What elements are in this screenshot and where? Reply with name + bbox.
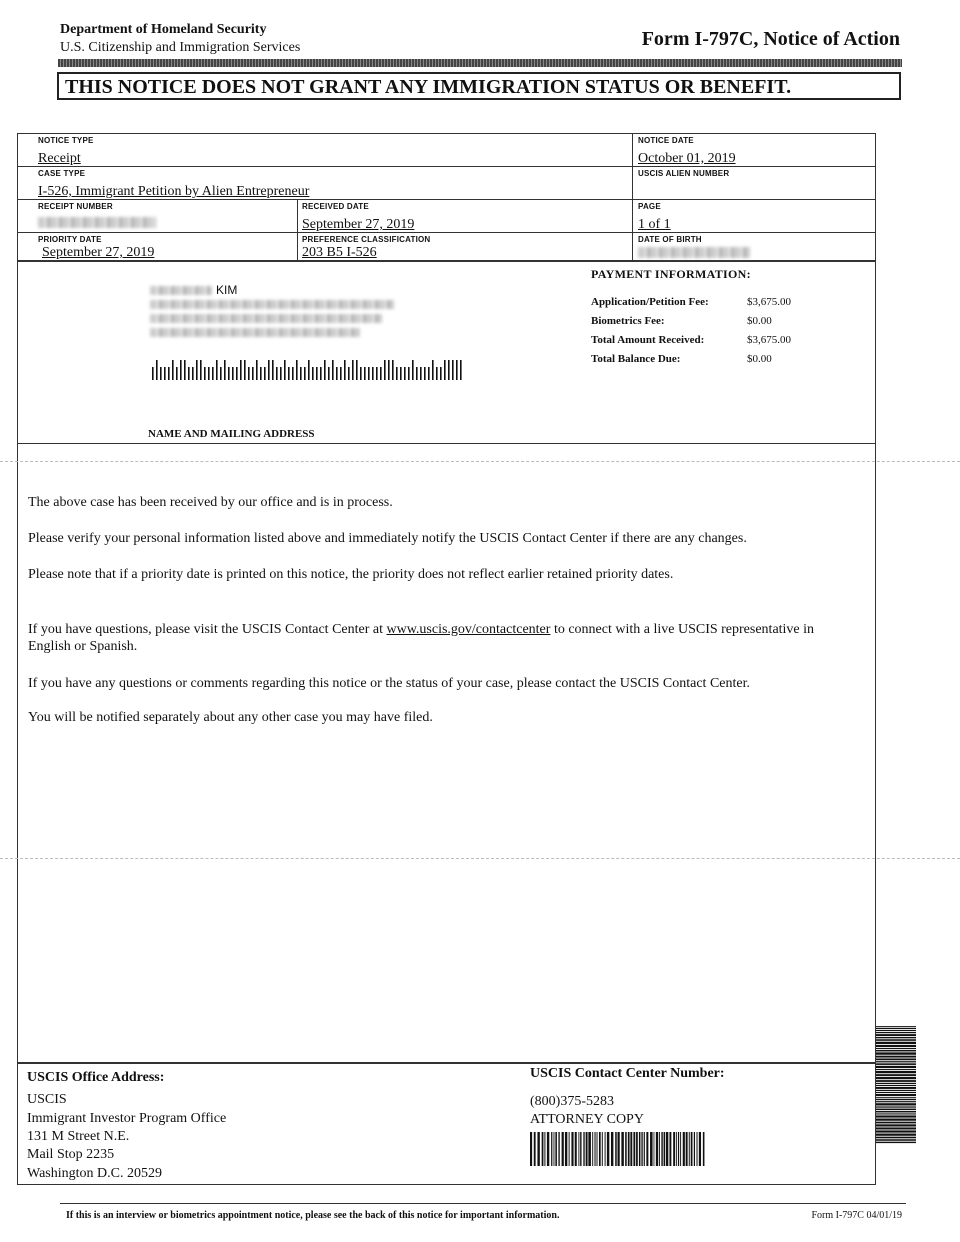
- barcode-bar: [703, 1132, 705, 1166]
- barcode-bar: [876, 1127, 916, 1129]
- redacted-first-name: [150, 286, 212, 295]
- barcode-bar: [404, 367, 406, 380]
- barcode-bar: [562, 1132, 564, 1166]
- payment-row-label: Total Amount Received:: [591, 334, 705, 346]
- payment-row-amount: $3,675.00: [747, 296, 791, 308]
- barcode-bar: [630, 1132, 632, 1166]
- attorney-copy-label: ATTORNEY COPY: [530, 1112, 644, 1127]
- barcode-bar: [599, 1132, 601, 1166]
- barcode-bar: [597, 1132, 598, 1166]
- barcode-bar: [876, 1071, 916, 1073]
- footer-rule: [60, 1203, 906, 1204]
- body-text: to connect with a live USCIS representative in English or Spanish.: [28, 622, 815, 654]
- page-value: 1 of 1: [638, 217, 671, 232]
- office-address-line: Mail Stop 2235: [27, 1147, 115, 1162]
- barcode-bar: [876, 1066, 916, 1068]
- received-date-value: September 27, 2019: [302, 217, 415, 232]
- barcode-bar: [328, 367, 330, 380]
- barcode-bar: [220, 367, 222, 380]
- receipt-number-label: RECEIPT NUMBER: [38, 202, 113, 211]
- barcode-bar: [352, 360, 354, 380]
- divider: [17, 443, 876, 444]
- barcode-bar: [669, 1132, 671, 1166]
- barcode-bar: [188, 367, 190, 380]
- mailing-address-label: NAME AND MAILING ADDRESS: [148, 428, 315, 440]
- barcode-bar: [551, 1132, 552, 1166]
- barcode-bar: [639, 1132, 641, 1166]
- barcode-bar: [876, 1139, 916, 1141]
- dob-label: DATE OF BIRTH: [638, 235, 702, 244]
- barcode-bar: [876, 1111, 916, 1112]
- barcode-bar: [204, 367, 206, 380]
- barcode-bar: [224, 360, 226, 380]
- barcode-bar: [565, 1132, 567, 1166]
- notice-date-label: NOTICE DATE: [638, 136, 694, 145]
- payment-title: PAYMENT INFORMATION:: [591, 267, 751, 281]
- barcode-bar: [876, 1101, 916, 1102]
- barcode-bar: [530, 1132, 532, 1166]
- payment-row-amount: $0.00: [747, 315, 772, 327]
- barcode-bar: [408, 367, 410, 380]
- divider: [632, 133, 633, 260]
- barcode-bar: [876, 1063, 916, 1065]
- priority-date-label: PRIORITY DATE: [38, 235, 102, 244]
- divider: [297, 199, 298, 260]
- footer-form-id: Form I-797C 04/01/19: [811, 1210, 902, 1221]
- barcode-bar: [252, 367, 254, 380]
- payment-row-amount: $3,675.00: [747, 334, 791, 346]
- payment-row-amount: $0.00: [747, 353, 772, 365]
- barcode-bar: [683, 1132, 685, 1166]
- barcode-bar: [633, 1132, 635, 1166]
- barcode-bar: [583, 1132, 584, 1166]
- barcode-bar: [876, 1119, 916, 1121]
- barcode-bar: [232, 367, 234, 380]
- barcode-bar: [424, 367, 426, 380]
- barcode-bar: [444, 360, 446, 380]
- barcode-bar: [876, 1061, 916, 1062]
- barcode-bar: [611, 1132, 613, 1166]
- barcode-bar: [580, 1132, 581, 1166]
- barcode-bar: [876, 1106, 916, 1107]
- barcode-bar: [180, 360, 182, 380]
- barcode-bar: [308, 360, 310, 380]
- contact-center-phone: (800)375-5283: [530, 1094, 614, 1109]
- side-stacked-barcode: [876, 1026, 916, 1146]
- barcode-bar: [452, 360, 454, 380]
- body-paragraph: Please verify your personal information listed above and immediately notify the USCIS Contact Center if there are any changes.: [28, 531, 747, 546]
- barcode-bar: [212, 367, 214, 380]
- barcode-bar: [618, 1132, 620, 1166]
- barcode-bar: [332, 360, 334, 380]
- barcode-bar: [607, 1132, 609, 1166]
- postal-barcode: [152, 360, 468, 380]
- alien-number-label: USCIS ALIEN NUMBER: [638, 169, 730, 178]
- barcode-bar: [876, 1034, 916, 1036]
- barcode-bar: [876, 1045, 916, 1047]
- barcode-bar: [876, 1032, 916, 1033]
- barcode-bar: [876, 1048, 916, 1049]
- barcode-bar: [420, 367, 422, 380]
- barcode-bar: [588, 1132, 591, 1166]
- barcode-bar: [876, 1050, 916, 1052]
- barcode-bar: [602, 1132, 603, 1166]
- barcode-bar: [320, 367, 322, 380]
- barcode-bar: [680, 1132, 681, 1166]
- sub-agency-name: U.S. Citizenship and Immigration Services: [60, 40, 301, 55]
- barcode-bar: [360, 367, 362, 380]
- barcode-bar: [628, 1132, 630, 1166]
- divider: [17, 232, 876, 233]
- barcode-bar: [555, 1132, 557, 1166]
- barcode-bar: [691, 1132, 693, 1166]
- barcode-bar: [605, 1132, 606, 1166]
- barcode-bar: [876, 1052, 916, 1054]
- office-address-line: Washington D.C. 20529: [27, 1166, 162, 1181]
- barcode-bar: [280, 367, 282, 380]
- body-paragraph: Please note that if a priority date is printed on this notice, the priority does not reflect earlier retained priority dates.: [28, 567, 674, 582]
- barcode-bar: [686, 1132, 688, 1166]
- barcode-bar: [876, 1085, 916, 1086]
- barcode-bar: [876, 1058, 916, 1060]
- barcode-bar: [324, 360, 326, 380]
- barcode-bar: [876, 1087, 916, 1089]
- barcode-bar: [340, 367, 342, 380]
- barcode-bar: [876, 1115, 916, 1117]
- barcode-bar: [160, 367, 162, 380]
- barcode-bar: [436, 367, 438, 380]
- agency-name: Department of Homeland Security: [60, 22, 267, 37]
- barcode-bar: [694, 1132, 695, 1166]
- barcode-bar: [678, 1132, 679, 1166]
- body-text: If you have questions, please visit the USCIS Contact Center at: [28, 622, 387, 637]
- barcode-bar: [876, 1142, 916, 1143]
- office-address-line: 131 M Street N.E.: [27, 1129, 130, 1144]
- payment-row-label: Biometrics Fee:: [591, 315, 665, 327]
- barcode-bar: [208, 367, 210, 380]
- barcode-bar: [534, 1132, 536, 1166]
- barcode-bar: [876, 1124, 916, 1126]
- addressee-surname: KIM: [216, 283, 238, 297]
- barcode-bar: [656, 1132, 658, 1166]
- divider: [17, 1062, 876, 1064]
- barcode-bar: [673, 1132, 675, 1166]
- barcode-bar: [276, 367, 278, 380]
- barcode-bar: [272, 360, 274, 380]
- barcode-bar: [296, 360, 298, 380]
- barcode-bar: [558, 1132, 559, 1166]
- office-address-heading: USCIS Office Address:: [27, 1070, 165, 1085]
- barcode-bar: [876, 1056, 916, 1058]
- barcode-bar: [542, 1132, 544, 1166]
- barcode-bar: [654, 1132, 655, 1166]
- barcode-bar: [152, 367, 154, 380]
- barcode-bar: [876, 1122, 916, 1124]
- barcode-bar: [172, 360, 174, 380]
- barcode-bar: [268, 360, 270, 380]
- barcode-bar: [164, 367, 166, 380]
- priority-date-value: September 27, 2019: [42, 245, 155, 260]
- barcode-bar: [876, 1109, 916, 1111]
- payment-row-label: Application/Petition Fee:: [591, 296, 709, 308]
- barcode-bar: [876, 1094, 916, 1096]
- status-banner: THIS NOTICE DOES NOT GRANT ANY IMMIGRATION STATUS OR BENEFIT.: [57, 72, 901, 100]
- office-address-line: Immigrant Investor Program Office: [27, 1111, 227, 1126]
- barcode-bar: [260, 367, 262, 380]
- barcode-bar: [384, 360, 386, 380]
- footer-note: If this is an interview or biometrics appointment notice, please see the back of this notice for important information.: [66, 1210, 560, 1221]
- barcode-bar: [248, 367, 250, 380]
- barcode-bar: [184, 360, 186, 380]
- barcode-bar: [659, 1132, 660, 1166]
- barcode-bar: [646, 1132, 648, 1166]
- barcode-bar: [876, 1074, 916, 1076]
- barcode-bar: [699, 1132, 701, 1166]
- barcode-bar: [196, 360, 198, 380]
- barcode-bar: [368, 367, 370, 380]
- preference-value: 203 B5 I-526: [302, 245, 377, 260]
- preference-label: PREFERENCE CLASSIFICATION: [302, 235, 431, 244]
- divider: [17, 166, 876, 167]
- barcode-bar: [592, 1132, 593, 1166]
- barcode-bar: [876, 1083, 916, 1084]
- redacted-date-of-birth: [638, 247, 750, 258]
- barcode-bar: [392, 360, 394, 380]
- barcode-bar: [876, 1080, 916, 1082]
- barcode-bar: [176, 367, 178, 380]
- body-paragraph: If you have any questions or comments regarding this notice or the status of your case, please contact the USCIS Contact Center.: [28, 676, 750, 691]
- redacted-address-line: [150, 328, 360, 337]
- barcode-bar: [228, 367, 230, 380]
- barcode-bar: [876, 1039, 916, 1041]
- scan-artifact-line: [0, 461, 960, 462]
- barcode-bar: [876, 1028, 916, 1029]
- page-label: PAGE: [638, 202, 661, 211]
- barcode-bar: [372, 367, 374, 380]
- barcode-bar: [876, 1042, 916, 1044]
- barcode-bar: [240, 360, 242, 380]
- notice-frame: [17, 133, 876, 1185]
- office-address-line: USCIS: [27, 1092, 67, 1107]
- barcode-bar: [304, 367, 306, 380]
- barcode-bar: [594, 1132, 595, 1166]
- barcode-bar: [876, 1137, 916, 1139]
- barcode-bar: [876, 1090, 916, 1091]
- header-rule: [58, 59, 902, 67]
- barcode-bar: [586, 1132, 588, 1166]
- contact-center-heading: USCIS Contact Center Number:: [530, 1066, 725, 1081]
- body-paragraph: The above case has been received by our office and is in process.: [28, 495, 393, 510]
- barcode-bar: [625, 1132, 627, 1166]
- barcode-bar: [664, 1132, 665, 1166]
- body-paragraph: You will be notified separately about any other case you may have filed.: [28, 710, 433, 725]
- barcode-bar: [876, 1097, 916, 1098]
- barcode-bar: [876, 1099, 916, 1100]
- barcode-bar: [364, 367, 366, 380]
- barcode-bar: [256, 360, 258, 380]
- barcode-bar: [876, 1134, 916, 1136]
- barcode-bar: [448, 360, 450, 380]
- barcode-bar: [554, 1132, 555, 1166]
- barcode-bar: [316, 367, 318, 380]
- barcode-bar: [300, 367, 302, 380]
- barcode-bar: [288, 367, 290, 380]
- barcode-bar: [696, 1132, 697, 1166]
- barcode-bar: [650, 1132, 653, 1166]
- barcode-bar: [356, 360, 358, 380]
- barcode-bar: [244, 360, 246, 380]
- barcode-bar: [312, 367, 314, 380]
- barcode-bar: [876, 1130, 916, 1132]
- barcode-bar: [876, 1113, 916, 1114]
- barcode-bar: [344, 360, 346, 380]
- barcode-bar: [876, 1030, 916, 1031]
- received-date-label: RECEIVED DATE: [302, 202, 369, 211]
- case-barcode: [530, 1132, 706, 1166]
- barcode-bar: [460, 360, 462, 380]
- barcode-bar: [544, 1132, 545, 1166]
- form-title: Form I-797C, Notice of Action: [641, 28, 900, 50]
- barcode-bar: [428, 367, 430, 380]
- barcode-bar: [200, 360, 202, 380]
- notice-type-label: NOTICE TYPE: [38, 136, 94, 145]
- barcode-bar: [236, 367, 238, 380]
- barcode-bar: [537, 1132, 539, 1166]
- barcode-bar: [440, 367, 442, 380]
- barcode-bar: [644, 1132, 645, 1166]
- barcode-bar: [621, 1132, 623, 1166]
- barcode-bar: [666, 1132, 668, 1166]
- barcode-bar: [412, 360, 414, 380]
- barcode-bar: [380, 367, 382, 380]
- barcode-bar: [400, 367, 402, 380]
- barcode-bar: [388, 360, 390, 380]
- case-type-value: I-526, Immigrant Petition by Alien Entrepreneur: [38, 184, 310, 199]
- barcode-bar: [876, 1103, 916, 1105]
- scan-artifact-line: [0, 858, 960, 859]
- barcode-bar: [876, 1069, 916, 1070]
- case-type-label: CASE TYPE: [38, 169, 86, 178]
- barcode-bar: [456, 360, 458, 380]
- barcode-bar: [575, 1132, 577, 1166]
- payment-row-label: Total Balance Due:: [591, 353, 681, 365]
- barcode-bar: [348, 367, 350, 380]
- barcode-bar: [615, 1132, 617, 1166]
- barcode-bar: [876, 1026, 916, 1027]
- barcode-bar: [432, 360, 434, 380]
- barcode-bar: [661, 1132, 662, 1166]
- notice-type-value: Receipt: [38, 151, 81, 166]
- notice-date-value: October 01, 2019: [638, 151, 736, 166]
- barcode-bar: [396, 367, 398, 380]
- barcode-bar: [284, 360, 286, 380]
- barcode-bar: [876, 1077, 916, 1079]
- barcode-bar: [876, 1037, 916, 1038]
- barcode-bar: [547, 1132, 549, 1166]
- body-paragraph-contact: [28, 621, 828, 655]
- barcode-bar: [571, 1132, 573, 1166]
- barcode-bar: [578, 1132, 579, 1166]
- barcode-bar: [216, 360, 218, 380]
- barcode-bar: [689, 1132, 690, 1166]
- barcode-bar: [376, 367, 378, 380]
- barcode-bar: [264, 367, 266, 380]
- barcode-bar: [641, 1132, 642, 1166]
- barcode-bar: [569, 1132, 570, 1166]
- barcode-bar: [192, 367, 194, 380]
- barcode-bar: [676, 1132, 677, 1166]
- redacted-address-line: [150, 314, 382, 323]
- barcode-bar: [636, 1132, 638, 1166]
- redacted-address-line: [150, 300, 394, 309]
- barcode-bar: [876, 1092, 916, 1093]
- redacted-receipt-number: [38, 217, 156, 228]
- barcode-bar: [416, 367, 418, 380]
- barcode-bar: [156, 360, 158, 380]
- contact-center-link[interactable]: www.uscis.gov/contactcenter: [386, 622, 551, 637]
- barcode-bar: [292, 367, 294, 380]
- barcode-bar: [168, 367, 170, 380]
- barcode-bar: [336, 367, 338, 380]
